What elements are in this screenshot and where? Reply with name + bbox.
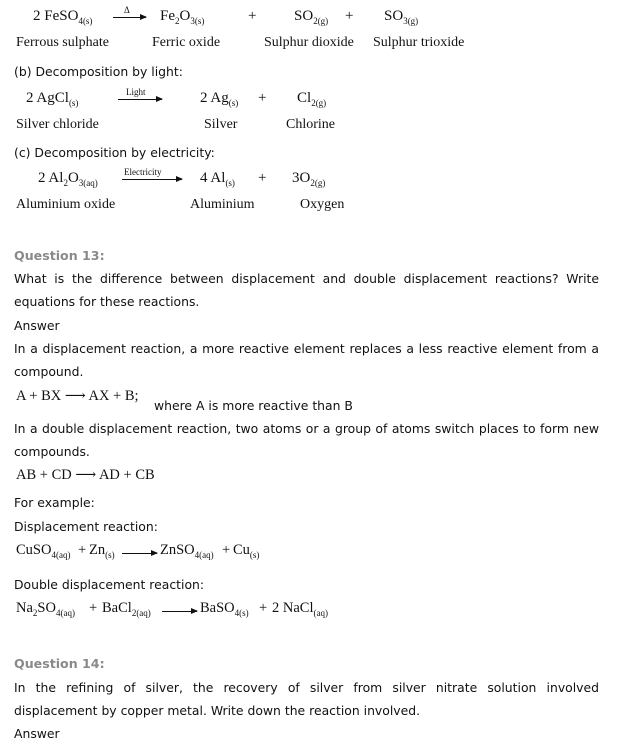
product-sulphur-trioxide: $SO_{3(g)}$ (384, 8, 419, 26)
name-silver-chloride: Silver chloride (16, 117, 99, 132)
name-sulphur-trioxide: Sulphur trioxide (373, 35, 465, 50)
plus-sign: + (345, 8, 354, 24)
reactant-barium-chloride: BaCl$_{2(aq)}$ (102, 600, 151, 618)
plus-sign: + (259, 600, 268, 616)
name-ferrous-sulphate: Ferrous sulphate (16, 35, 109, 50)
product-silver: 2 $Ag_{(s)}$ (200, 90, 239, 108)
product-barium-sulphate: BaSO$_{4(s)}$ (200, 600, 249, 618)
double-displacement-reaction-label: Double displacement reaction: (14, 577, 205, 592)
reactant-sodium-sulphate: $Na_2SO_{4(aq)}$ (16, 600, 75, 618)
question-13-text: What is the difference between displacement and double displacement reactions? Write equations for these reactions. (14, 271, 599, 309)
plus-sign: + (89, 600, 98, 616)
arrow-label-electricity: Electricity (124, 167, 162, 177)
product-zinc-sulphate: ZnSO$_{4(aq)}$ (160, 542, 214, 560)
product-chlorine: $Cl_{2(g)}$ (297, 90, 327, 108)
reaction-arrow (122, 179, 182, 180)
product-sulphur-dioxide: $SO_{2(g)}$ (294, 8, 329, 26)
product-sodium-chloride: 2 NaCl$_{(aq)}$ (272, 600, 328, 618)
product-oxygen: $3O_{2(g)}$ (292, 170, 326, 188)
name-chlorine: Chlorine (286, 117, 335, 132)
double-displacement-definition: In a double displacement reaction, two atoms or a group of atoms switch places to form new compounds. (14, 421, 599, 459)
plus-sign: + (78, 542, 87, 558)
name-ferric-oxide: Ferric oxide (152, 35, 221, 50)
answer-label: Answer (14, 726, 60, 741)
section-heading-electricity: (c) Decomposition by electricity: (14, 145, 215, 160)
reaction-arrow (118, 99, 162, 100)
arrow-label-heat: Δ (124, 5, 130, 15)
displacement-general-equation: A + BX ⟶ AX + B; (16, 388, 139, 404)
product-copper: $Cu_{(s)}$ (233, 542, 260, 560)
section-heading-light: (b) Decomposition by light: (14, 64, 183, 79)
reactant-silver-chloride: 2 AgCl$_{(s)}$ (26, 90, 79, 108)
reaction-arrow (122, 553, 157, 554)
reactant-copper-sulphate: CuSO$_{4(aq)}$ (16, 542, 71, 560)
product-ferric-oxide: $Fe_2O_{3(s)}$ (160, 8, 205, 26)
answer-label: Answer (14, 318, 60, 333)
plus-sign: + (222, 542, 231, 558)
example-label: For example: (14, 495, 95, 510)
name-aluminium-oxide: Aluminium oxide (16, 197, 116, 212)
name-silver: Silver (204, 117, 238, 132)
question-14-heading: Question 14: (14, 656, 105, 671)
plus-sign: + (258, 90, 267, 106)
question-14-text: In the refining of silver, the recovery of silver from silver nitrate solution involved displacement by copper metal. Write down the reaction involved. (14, 680, 599, 718)
reactant-zinc: $Zn_{(s)}$ (89, 542, 115, 560)
displacement-equation-note: where A is more reactive than B (154, 398, 353, 413)
displacement-reaction-label: Displacement reaction: (14, 519, 158, 534)
name-oxygen: Oxygen (300, 197, 345, 212)
reactant-aluminium-oxide: 2 $Al_2O_{3(aq)}$ (38, 170, 98, 188)
reaction-arrow (162, 611, 197, 612)
plus-sign: + (258, 170, 267, 186)
double-displacement-general-equation: AB + CD ⟶ AD + CB (16, 467, 155, 483)
reaction-arrow (113, 17, 146, 18)
plus-sign: + (248, 8, 257, 24)
arrow-label-light: Light (126, 87, 146, 97)
name-sulphur-dioxide: Sulphur dioxide (264, 35, 354, 50)
product-aluminium: 4 $Al_{(s)}$ (200, 170, 235, 188)
name-aluminium: Aluminium (190, 197, 255, 212)
reactant-ferrous-sulphate: 2 FeSO$_{4(s)}$ (33, 8, 93, 26)
displacement-definition: In a displacement reaction, a more reactive element replaces a less reactive element from a compound. (14, 341, 599, 379)
question-13-heading: Question 13: (14, 248, 105, 263)
